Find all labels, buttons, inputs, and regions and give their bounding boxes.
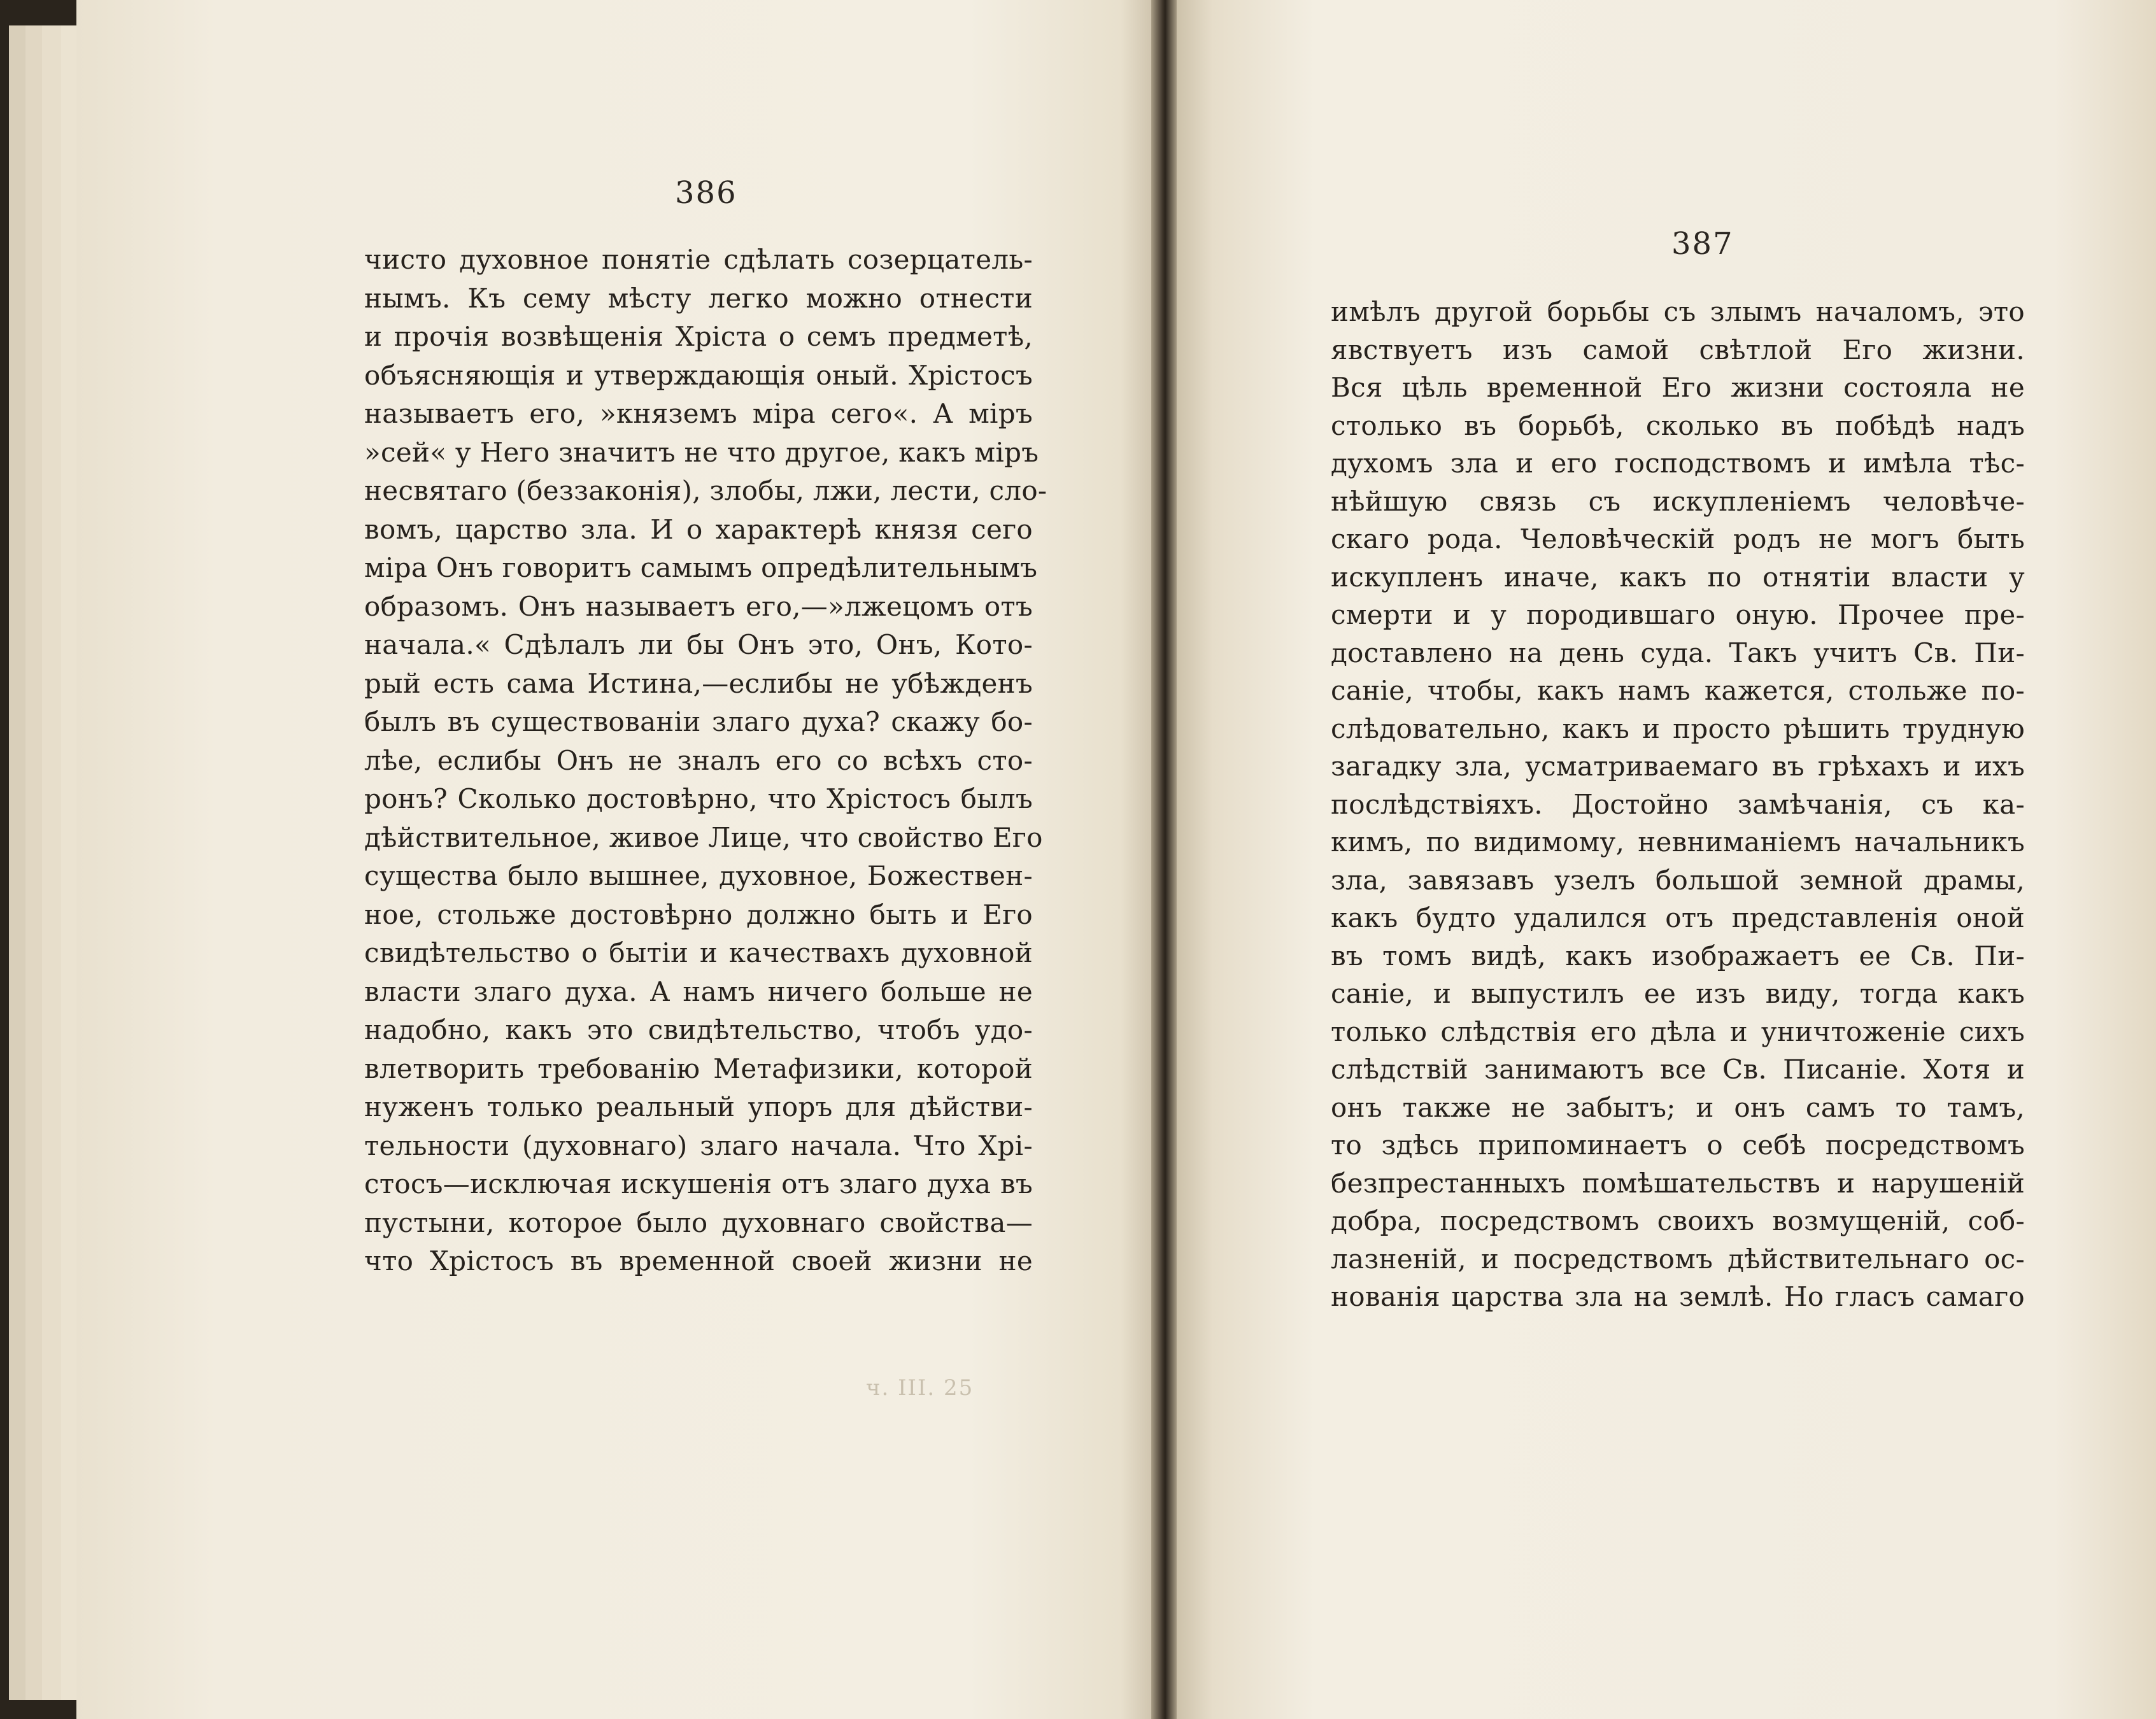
text-line: смерти и у породившаго оную. Прочее пре- [1331, 599, 2025, 630]
text-line: только слѣдствія его дѣла и уничтоженіе сихъ [1331, 1015, 2025, 1047]
text-line: добра, посредствомъ своихъ возмущеній, соб- [1331, 1205, 2025, 1236]
text-line: нѣйшую связь съ искупленіемъ человѣче- [1331, 485, 2025, 517]
text-line: нуженъ только реальный упоръ для дѣйстви- [364, 1091, 1033, 1122]
text-line: какъ будто удалился отъ представленія оной [1331, 902, 2025, 933]
text-line: искупленъ иначе, какъ по отнятіи власти у [1331, 561, 2025, 593]
text-line: тельности (духовнаго) злаго начала. Что Хрі- [364, 1129, 1033, 1161]
text-line: начала.« Сдѣлалъ ли бы Онъ это, Онъ, Кото- [364, 629, 1033, 660]
text-line: ное, стольже достовѣрно должно быть и Его [364, 898, 1033, 930]
right-page-number: 387 [1671, 226, 1734, 262]
text-line: саніе, и выпустилъ ее изъ виду, тогда какъ [1331, 978, 2025, 1009]
text-line: то здѣсь припоминаетъ о себѣ посредствомъ [1331, 1129, 2025, 1161]
text-line: свидѣтельство о бытіи и качествахъ духовной [364, 937, 1033, 968]
text-line: нованія царства зла на землѣ. Но гласъ самаго [1331, 1281, 2025, 1312]
text-line: кимъ, по видимому, невниманіемъ начальникъ [1331, 826, 2025, 858]
text-line: называетъ его, »княземъ міра сего«. А міръ [364, 398, 1033, 429]
text-line: надобно, какъ это свидѣтельство, чтобъ удо- [364, 1014, 1033, 1045]
text-line: пустыни, которое было духовнаго свойства— [364, 1206, 1033, 1238]
text-line: слѣдствій занимаютъ все Св. Писаніе. Хотя и [1331, 1054, 2025, 1085]
text-line: скаго рода. Человѣческій родъ не могъ быть [1331, 523, 2025, 555]
text-line: міра Онъ говоритъ самымъ опредѣлительнымъ [364, 552, 1038, 583]
text-line: существа было вышнее, духовное, Божествен- [364, 860, 1033, 891]
printer-signature: ч. III. 25 [866, 1375, 974, 1401]
text-line: дѣйствительное, живое Лице, что свойство Его [364, 821, 1043, 853]
text-line: и прочія возвѣщенія Хріста о семъ предметѣ, [364, 321, 1033, 352]
text-line: лѣе, еслибы Онъ не зналъ его со всѣхъ сто- [364, 744, 1033, 776]
text-line: столько въ борьбѣ, сколько въ побѣдѣ надъ [1331, 409, 2025, 441]
book-gutter [1151, 0, 1177, 1719]
right-page-text [1331, 293, 2025, 1316]
text-line: рый есть сама Истина,—еслибы не убѣжденъ [364, 667, 1033, 699]
text-line: нымъ. Къ сему мѣсту легко можно отнести [364, 282, 1033, 314]
text-line: образомъ. Онъ называетъ его,—»лжецомъ отъ [364, 590, 1033, 622]
text-line: стосъ—исключая искушенія отъ злаго духа въ [364, 1168, 1033, 1199]
text-line: былъ въ существованіи злаго духа? скажу бо- [364, 706, 1033, 737]
left-page-text [364, 241, 1047, 1281]
text-line: зла, завязавъ узелъ большой земной драмы, [1331, 864, 2025, 896]
text-line: явствуетъ изъ самой свѣтлой Его жизни. [1331, 334, 2025, 365]
text-line: объясняющія и утверждающія оный. Хрістосъ [364, 359, 1033, 391]
text-line: вомъ, царство зла. И о характерѣ князя сего [364, 513, 1033, 545]
text-line: »сей« у Него значитъ не что другое, какъ міръ [364, 436, 1039, 468]
text-line: Вся цѣль временной Его жизни состояла не [1331, 372, 2025, 403]
text-line: послѣдствіяхъ. Достойно замѣчанія, съ ка- [1331, 788, 2025, 820]
text-line: саніе, чтобы, какъ намъ кажется, стольже по- [1331, 675, 2025, 706]
text-line: лазненій, и посредствомъ дѣйствительнаго ос- [1331, 1243, 2025, 1275]
text-line: имѣлъ другой борьбы съ злымъ началомъ, это [1331, 296, 2025, 327]
text-line: духомъ зла и его господствомъ и имѣла тѣс- [1331, 448, 2025, 479]
text-line: несвятаго (беззаконія), злобы, лжи, лести, сло- [364, 475, 1047, 506]
text-line: власти злаго духа. А намъ ничего больше не [364, 975, 1033, 1007]
text-line: что Хрістосъ въ временной своей жизни не [364, 1245, 1033, 1277]
text-line: доставлено на день суда. Такъ учитъ Св. Пи- [1331, 637, 2025, 668]
text-line: въ томъ видѣ, какъ изображаетъ ее Св. Пи- [1331, 940, 2025, 972]
left-page-number: 386 [675, 175, 737, 211]
text-line: ронъ? Сколько достовѣрно, что Хрістосъ былъ [364, 783, 1033, 814]
text-line: влетворить требованію Метафизики, которой [364, 1052, 1033, 1084]
text-line: слѣдовательно, какъ и просто рѣшить трудную [1331, 712, 2025, 744]
text-line: онъ также не забытъ; и онъ самъ то тамъ, [1331, 1091, 2025, 1123]
text-line: безпрестанныхъ помѣшательствъ и нарушеній [1331, 1167, 2025, 1199]
text-line: загадку зла, усматриваемаго въ грѣхахъ и ихъ [1331, 751, 2025, 782]
text-line: чисто духовное понятіе сдѣлать созерцатель- [364, 244, 1033, 275]
